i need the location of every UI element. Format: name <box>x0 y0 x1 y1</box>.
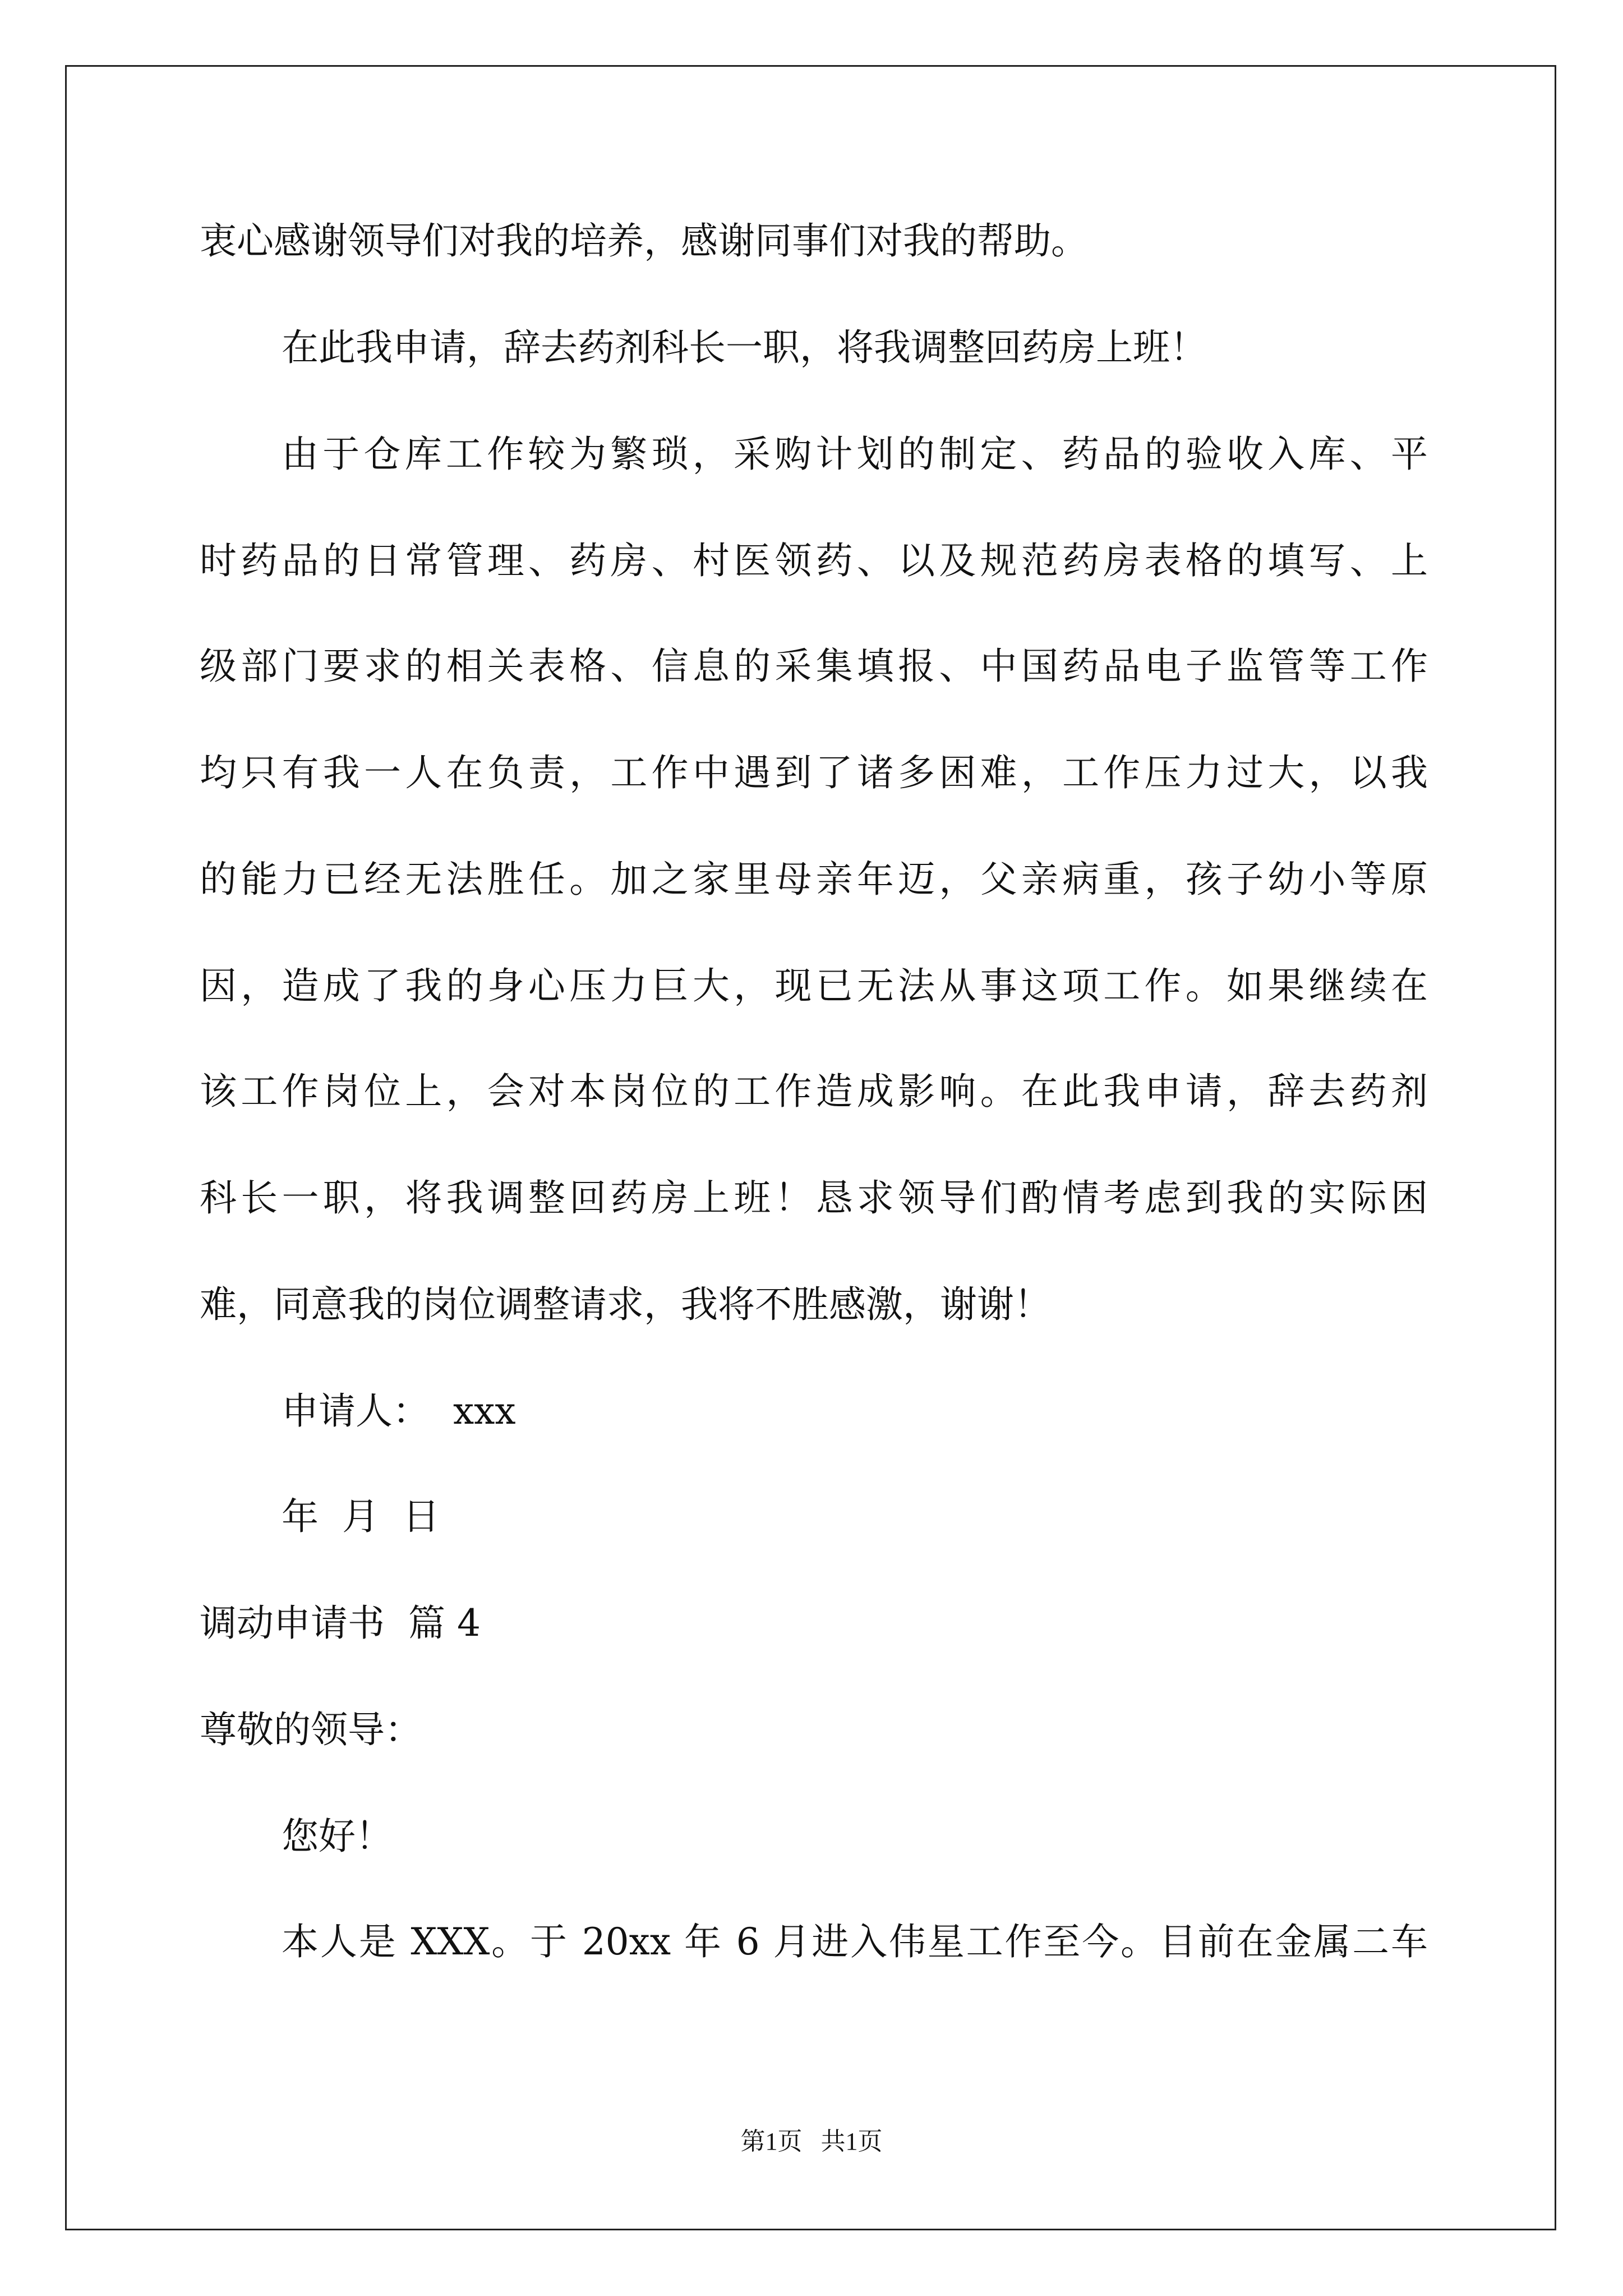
paragraph-line: 由于仓库工作较为繁琐，采购计划的制定、药品的验收入库、平 <box>282 432 1428 476</box>
paragraph-line: 因，造成了我的身心压力巨大，现已无法从事这项工作。如果继续在 <box>200 964 1428 1007</box>
paragraph-line: 难，同意我的岗位调整请求，我将不胜感激，谢谢！ <box>200 1283 1051 1326</box>
page-border <box>65 65 1556 2230</box>
paragraph-line: 均只有我一人在负责，工作中遇到了诸多困难，工作压力过大，以我 <box>200 751 1428 794</box>
paragraph-line: 时药品的日常管理、药房、村医领药、以及规范药房表格的填写、上 <box>200 539 1428 582</box>
paragraph-line: 科长一职，将我调整回药房上班！恳求领导们酌情考虑到我的实际困 <box>200 1176 1428 1220</box>
paragraph-line: 该工作岗位上，会对本岗位的工作造成影响。在此我申请，辞去药剂 <box>200 1070 1428 1113</box>
paragraph-line: 在此我申请，辞去药剂科长一职，将我调整回药房上班！ <box>282 326 1207 369</box>
paragraph-line: 的能力已经无法胜任。加之家里母亲年迈，父亲病重，孩子幼小等原 <box>200 858 1428 901</box>
page-footer: 第1页 共1页 <box>740 2128 883 2155</box>
date-line: 年 月 日 <box>282 1495 440 1538</box>
salutation: 尊敬的领导： <box>200 1708 422 1751</box>
applicant-line: 申请人： xxx <box>282 1389 516 1433</box>
paragraph-line: 级部门要求的相关表格、信息的采集填报、中国药品电子监管等工作 <box>200 645 1428 688</box>
greeting: 您好！ <box>282 1815 393 1858</box>
paragraph-line: 本人是 XXX。于 20xx 年 6 月进入伟星工作至今。目前在金属二车 <box>282 1920 1428 1963</box>
paragraph-line: 衷心感谢领导们对我的培养，感谢同事们对我的帮助。 <box>200 219 1088 263</box>
section-heading: 调动申请书 篇 4 <box>200 1602 481 1645</box>
